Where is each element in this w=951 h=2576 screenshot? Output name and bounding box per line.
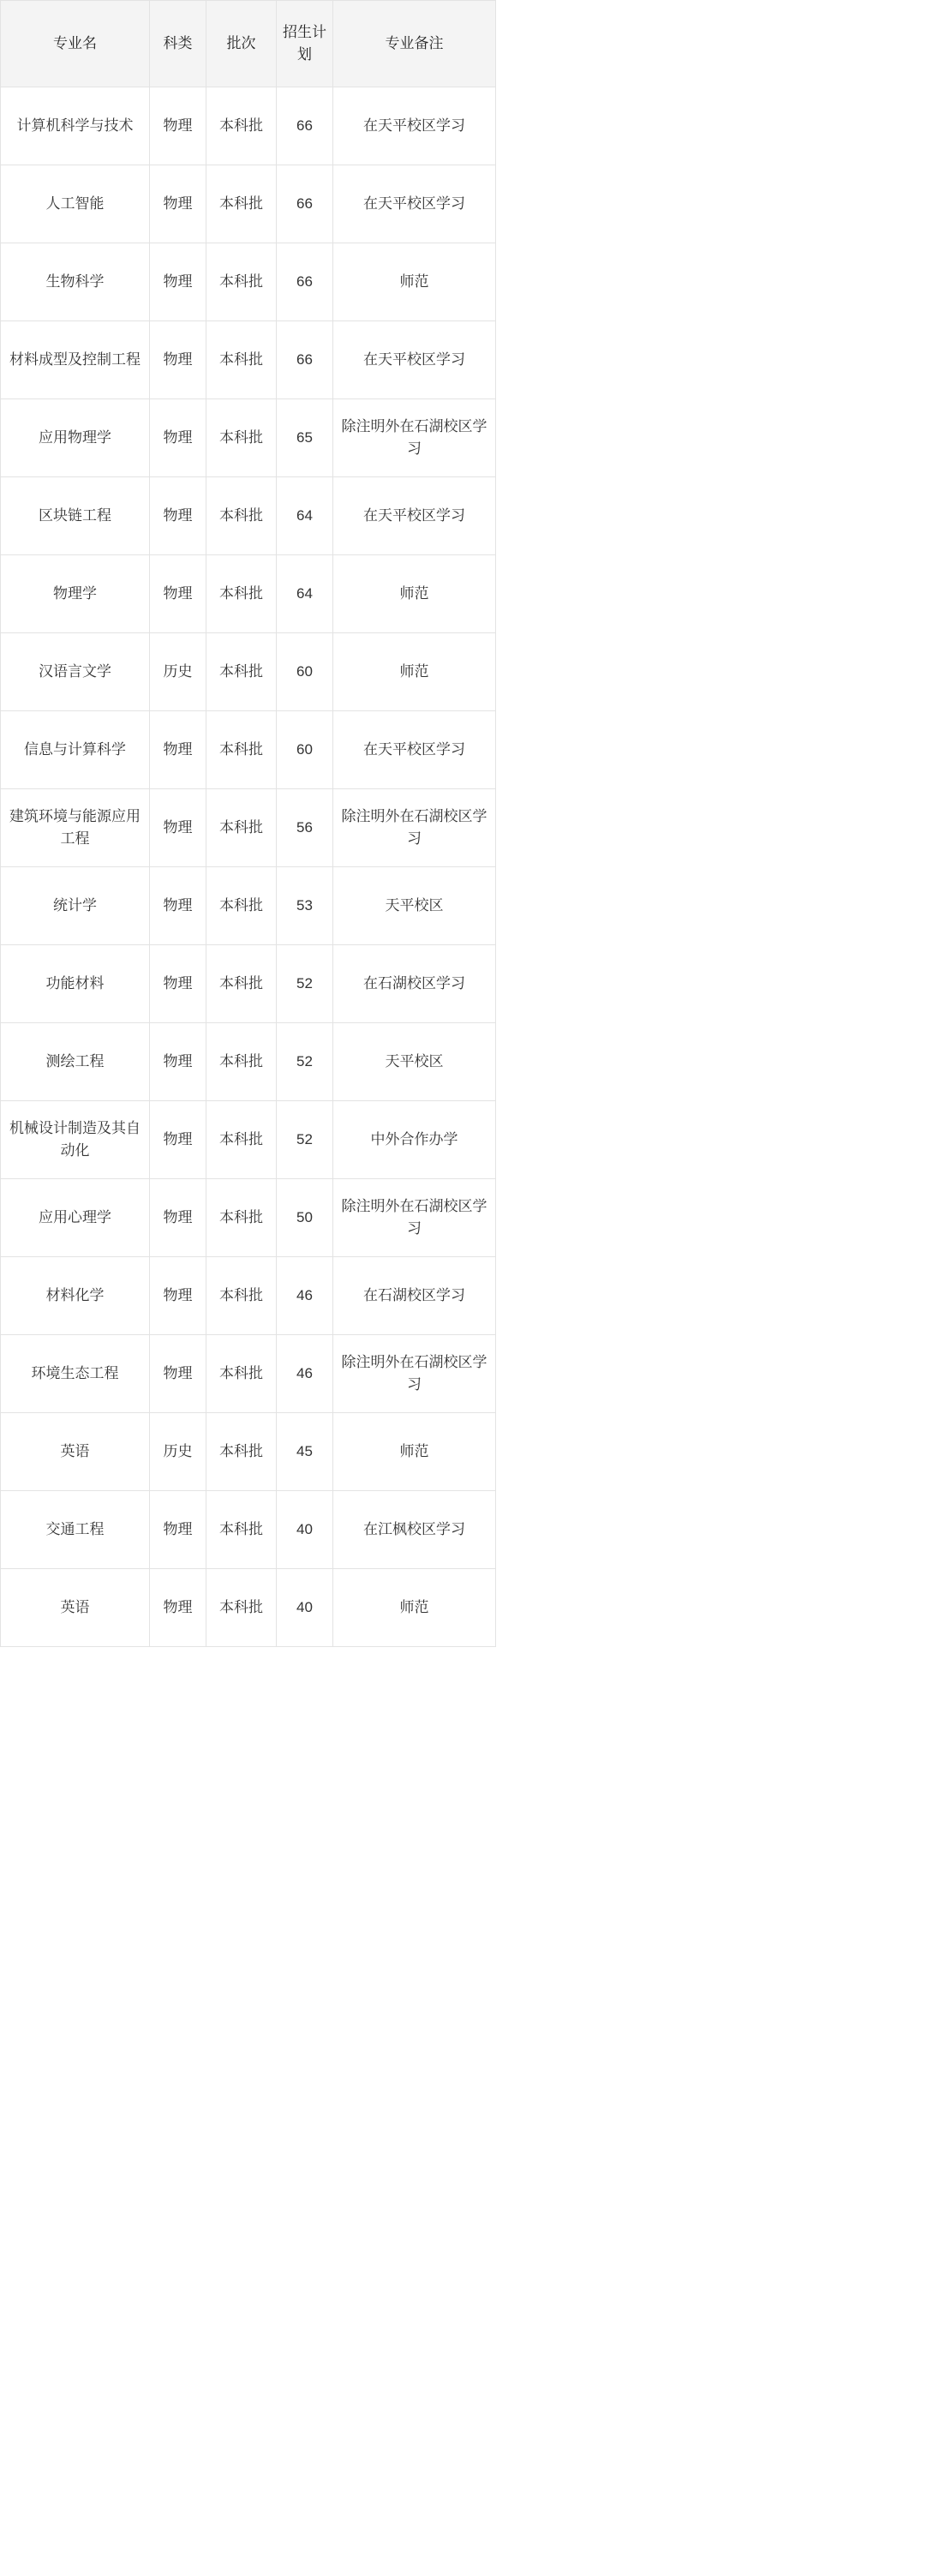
cell-major: 交通工程 [1, 1491, 150, 1569]
cell-subject: 物理 [150, 1257, 206, 1335]
cell-remark: 在江枫校区学习 [333, 1491, 496, 1569]
cell-subject: 物理 [150, 555, 206, 633]
cell-remark: 天平校区 [333, 867, 496, 945]
cell-remark: 师范 [333, 1413, 496, 1491]
cell-remark: 在石湖校区学习 [333, 1257, 496, 1335]
cell-batch: 本科批 [206, 1335, 277, 1413]
cell-remark: 师范 [333, 555, 496, 633]
table-row [1, 789, 496, 867]
cell-remark: 师范 [333, 633, 496, 711]
cell-remark: 除注明外在石湖校区学习 [333, 1335, 496, 1413]
cell-remark: 中外合作办学 [333, 1101, 496, 1179]
cell-batch: 本科批 [206, 633, 277, 711]
cell-plan: 45 [277, 1413, 333, 1491]
cell-plan: 66 [277, 321, 333, 399]
cell-batch: 本科批 [206, 1257, 277, 1335]
major-plan-table [0, 0, 496, 1647]
table-row [1, 1023, 496, 1101]
cell-major: 英语 [1, 1569, 150, 1647]
cell-batch: 本科批 [206, 477, 277, 555]
cell-plan: 52 [277, 1023, 333, 1101]
cell-major: 人工智能 [1, 165, 150, 243]
cell-major: 应用心理学 [1, 1179, 150, 1257]
cell-major: 测绘工程 [1, 1023, 150, 1101]
cell-remark: 师范 [333, 243, 496, 321]
cell-plan: 40 [277, 1491, 333, 1569]
cell-batch: 本科批 [206, 1569, 277, 1647]
cell-major: 材料化学 [1, 1257, 150, 1335]
cell-batch: 本科批 [206, 555, 277, 633]
table-row [1, 633, 496, 711]
cell-plan: 64 [277, 477, 333, 555]
cell-batch: 本科批 [206, 321, 277, 399]
cell-major: 计算机科学与技术 [1, 87, 150, 165]
table-row [1, 243, 496, 321]
cell-remark: 除注明外在石湖校区学习 [333, 399, 496, 477]
cell-major: 环境生态工程 [1, 1335, 150, 1413]
cell-remark: 在天平校区学习 [333, 321, 496, 399]
cell-subject: 物理 [150, 945, 206, 1023]
cell-plan: 50 [277, 1179, 333, 1257]
column-header-plan: 招生计划 [277, 1, 333, 87]
major-plan-table-container [0, 0, 495, 1647]
column-header-remark: 专业备注 [333, 1, 496, 87]
cell-major: 区块链工程 [1, 477, 150, 555]
table-header-row [1, 1, 496, 87]
cell-remark: 除注明外在石湖校区学习 [333, 789, 496, 867]
cell-major: 生物科学 [1, 243, 150, 321]
cell-subject: 物理 [150, 1569, 206, 1647]
table-row [1, 1569, 496, 1647]
cell-major: 功能材料 [1, 945, 150, 1023]
cell-batch: 本科批 [206, 1491, 277, 1569]
table-row [1, 477, 496, 555]
cell-major: 建筑环境与能源应用工程 [1, 789, 150, 867]
cell-major: 物理学 [1, 555, 150, 633]
cell-plan: 52 [277, 1101, 333, 1179]
table-row [1, 321, 496, 399]
cell-batch: 本科批 [206, 1101, 277, 1179]
table-row [1, 165, 496, 243]
cell-subject: 物理 [150, 321, 206, 399]
cell-remark: 天平校区 [333, 1023, 496, 1101]
table-body [1, 87, 496, 1647]
cell-major: 机械设计制造及其自动化 [1, 1101, 150, 1179]
cell-major: 应用物理学 [1, 399, 150, 477]
cell-subject: 物理 [150, 399, 206, 477]
table-row [1, 555, 496, 633]
column-header-batch: 批次 [206, 1, 277, 87]
table-row [1, 945, 496, 1023]
cell-subject: 物理 [150, 477, 206, 555]
cell-plan: 60 [277, 633, 333, 711]
cell-subject: 历史 [150, 633, 206, 711]
table-row [1, 1491, 496, 1569]
column-header-subject: 科类 [150, 1, 206, 87]
cell-batch: 本科批 [206, 1023, 277, 1101]
cell-plan: 66 [277, 243, 333, 321]
cell-subject: 物理 [150, 1101, 206, 1179]
cell-subject: 物理 [150, 789, 206, 867]
table-row [1, 867, 496, 945]
cell-subject: 历史 [150, 1413, 206, 1491]
cell-batch: 本科批 [206, 867, 277, 945]
cell-subject: 物理 [150, 87, 206, 165]
cell-remark: 在天平校区学习 [333, 87, 496, 165]
cell-remark: 在天平校区学习 [333, 711, 496, 789]
cell-remark: 在天平校区学习 [333, 165, 496, 243]
cell-plan: 65 [277, 399, 333, 477]
table-row [1, 711, 496, 789]
cell-batch: 本科批 [206, 165, 277, 243]
cell-remark: 除注明外在石湖校区学习 [333, 1179, 496, 1257]
cell-major: 统计学 [1, 867, 150, 945]
table-row [1, 399, 496, 477]
table-row [1, 1257, 496, 1335]
cell-batch: 本科批 [206, 945, 277, 1023]
cell-plan: 53 [277, 867, 333, 945]
cell-batch: 本科批 [206, 243, 277, 321]
cell-subject: 物理 [150, 1491, 206, 1569]
cell-remark: 在石湖校区学习 [333, 945, 496, 1023]
cell-plan: 66 [277, 87, 333, 165]
cell-batch: 本科批 [206, 711, 277, 789]
table-row [1, 1335, 496, 1413]
cell-major: 信息与计算科学 [1, 711, 150, 789]
cell-subject: 物理 [150, 1023, 206, 1101]
cell-plan: 56 [277, 789, 333, 867]
cell-subject: 物理 [150, 1335, 206, 1413]
cell-batch: 本科批 [206, 399, 277, 477]
cell-subject: 物理 [150, 165, 206, 243]
cell-remark: 在天平校区学习 [333, 477, 496, 555]
cell-plan: 52 [277, 945, 333, 1023]
cell-subject: 物理 [150, 1179, 206, 1257]
table-row [1, 1101, 496, 1179]
cell-batch: 本科批 [206, 1179, 277, 1257]
column-header-major: 专业名 [1, 1, 150, 87]
cell-major: 汉语言文学 [1, 633, 150, 711]
cell-plan: 46 [277, 1257, 333, 1335]
cell-subject: 物理 [150, 867, 206, 945]
cell-batch: 本科批 [206, 789, 277, 867]
table-row [1, 1179, 496, 1257]
cell-remark: 师范 [333, 1569, 496, 1647]
table-row [1, 1413, 496, 1491]
cell-major: 材料成型及控制工程 [1, 321, 150, 399]
table-row [1, 87, 496, 165]
cell-plan: 46 [277, 1335, 333, 1413]
cell-plan: 40 [277, 1569, 333, 1647]
cell-plan: 66 [277, 165, 333, 243]
cell-plan: 64 [277, 555, 333, 633]
cell-subject: 物理 [150, 711, 206, 789]
table-header [1, 1, 496, 87]
cell-batch: 本科批 [206, 1413, 277, 1491]
cell-plan: 60 [277, 711, 333, 789]
cell-subject: 物理 [150, 243, 206, 321]
cell-major: 英语 [1, 1413, 150, 1491]
cell-batch: 本科批 [206, 87, 277, 165]
